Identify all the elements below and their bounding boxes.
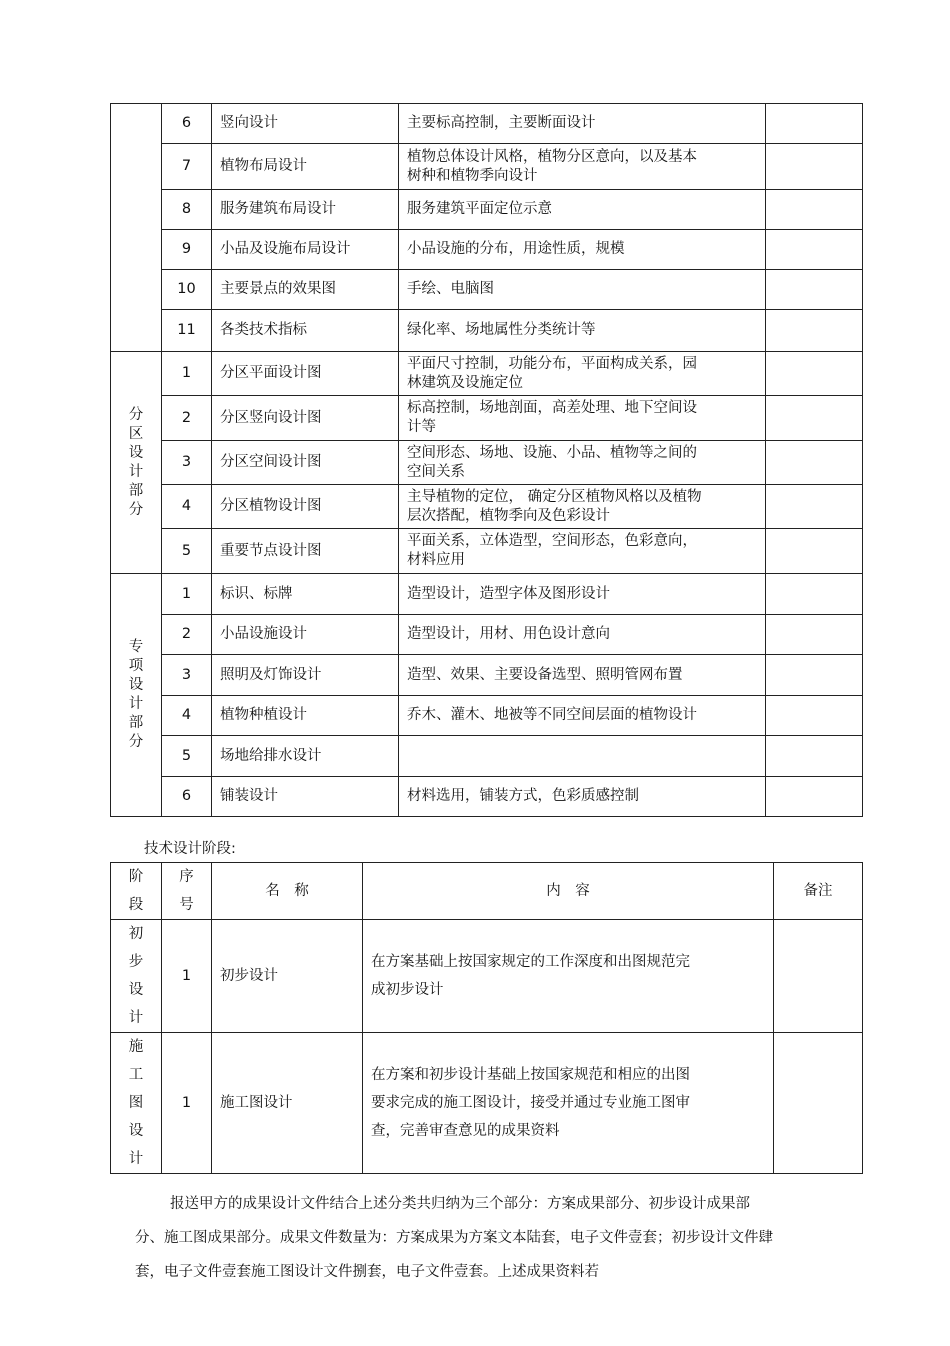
seq-cell: 11: [162, 310, 212, 352]
stage-cell: [111, 104, 162, 352]
content-line: 主导植物的定位， 确定分区植物风格以及植物: [407, 488, 702, 505]
table-row: [111, 144, 863, 190]
content-line: 空间形态、场地、设施、小品、植物等之间的: [407, 444, 697, 461]
seq-cell: 6: [162, 104, 212, 144]
content-cell: [399, 655, 766, 696]
table-row: [111, 1033, 863, 1174]
note-cell: [766, 144, 863, 190]
content-cell: [363, 1033, 774, 1174]
stage-char: 施: [128, 1039, 144, 1055]
content-cell: [399, 230, 766, 270]
content-cell: [399, 270, 766, 310]
name-cell: 植物种植设计: [212, 696, 399, 736]
table-row: [111, 190, 863, 230]
stage-char: 计: [128, 696, 144, 712]
seq-cell: 2: [162, 615, 212, 655]
stage-char: 项: [128, 658, 144, 674]
note-cell: [766, 104, 863, 144]
name-cell: 分区竖向设计图: [212, 396, 399, 441]
content-line: 平面关系，立体造型，空间形态，色彩意向，: [407, 533, 697, 549]
note-cell: [766, 696, 863, 736]
name-cell: 铺装设计: [212, 777, 399, 817]
name-cell: 场地给排水设计: [212, 736, 399, 777]
name-cell: 重要节点设计图: [212, 529, 399, 574]
seq-cell: 1: [162, 1033, 212, 1174]
name-cell: 竖向设计: [212, 104, 399, 144]
stage-char: 计: [128, 463, 144, 480]
note-cell: [766, 352, 863, 396]
note-cell: [766, 736, 863, 777]
stage-char: 分: [128, 406, 144, 423]
content-line: 平面尺寸控制，功能分布，平面构成关系，园: [407, 355, 697, 372]
content-cell: [399, 441, 766, 485]
note-cell: [766, 441, 863, 485]
seq-cell: 1: [162, 574, 212, 615]
stage-char: 专: [128, 639, 144, 655]
name-cell: 小品设施设计: [212, 615, 399, 655]
seq-cell: 7: [162, 144, 212, 190]
content-line: 小品设施的分布，用途性质，规模: [407, 241, 625, 257]
header-char: 序: [179, 869, 194, 885]
seq-cell: 4: [162, 485, 212, 529]
table-row: [111, 230, 863, 270]
name-cell: 施工图设计: [212, 1033, 363, 1174]
stage-char: 部: [128, 482, 144, 499]
header-stage: [111, 863, 162, 920]
table-row: [111, 920, 863, 1033]
note-cell: [766, 270, 863, 310]
name-cell: 初步设计: [212, 920, 363, 1033]
note-cell: [766, 190, 863, 230]
stage-char: 工: [128, 1067, 144, 1083]
section-label: 技术设计阶段:: [144, 841, 236, 857]
content-line: 乔木、灌木、地被等不同空间层面的植物设计: [407, 707, 697, 723]
table-row: [111, 696, 863, 736]
note-cell: [766, 529, 863, 574]
seq-cell: 4: [162, 696, 212, 736]
seq-cell: 2: [162, 396, 212, 441]
content-line: 造型设计，用材、用色设计意向: [407, 626, 610, 642]
note-cell: [766, 310, 863, 352]
content-cell: [399, 615, 766, 655]
content-line: 标高控制，场地剖面，高差处理、地下空间设: [407, 400, 697, 416]
content-cell: [399, 696, 766, 736]
content-line: 层次搭配，植物季向及色彩设计: [407, 507, 610, 524]
content-cell: [399, 777, 766, 817]
seq-cell: 1: [162, 352, 212, 396]
content-cell: [363, 920, 774, 1033]
content-cell: [399, 529, 766, 574]
table-row: [111, 574, 863, 615]
content-line: 在方案基础上按国家规定的工作深度和出图规范完: [371, 954, 690, 970]
note-cell: [774, 920, 863, 1033]
content-cell: [399, 144, 766, 190]
content-line: 绿化率、场地属性分类统计等: [407, 322, 596, 338]
name-cell: 标识、标牌: [212, 574, 399, 615]
note-cell: [766, 485, 863, 529]
content-cell: [399, 485, 766, 529]
seq-cell: 10: [162, 270, 212, 310]
stage-char: 图: [128, 1095, 144, 1111]
table-row: [111, 777, 863, 817]
table-row: [111, 655, 863, 696]
header-char: 阶: [128, 869, 144, 885]
table-row: [111, 396, 863, 441]
name-cell: 分区空间设计图: [212, 441, 399, 485]
header-note: 备注: [774, 863, 863, 920]
table-row: [111, 441, 863, 485]
note-cell: [766, 655, 863, 696]
content-line: 服务建筑平面定位示意: [407, 201, 552, 217]
note-cell: [766, 396, 863, 441]
note-cell: [766, 777, 863, 817]
technical-design-table: [110, 862, 863, 1174]
content-cell: [399, 574, 766, 615]
seq-cell: 6: [162, 777, 212, 817]
header-seq: [162, 863, 212, 920]
content-line: 造型设计，造型字体及图形设计: [407, 585, 610, 602]
table-row: [111, 310, 863, 352]
content-cell: [399, 310, 766, 352]
content-line: 林建筑及设施定位: [407, 374, 523, 391]
name-cell: 各类技术指标: [212, 310, 399, 352]
seq-cell: 3: [162, 655, 212, 696]
table-row: [111, 736, 863, 777]
seq-cell: 3: [162, 441, 212, 485]
stage-char: 区: [128, 425, 144, 442]
name-cell: 分区平面设计图: [212, 352, 399, 396]
stage-char: 计: [128, 1010, 144, 1026]
design-content-table: [110, 103, 863, 817]
content-cell: [399, 190, 766, 230]
content-line: 空间关系: [407, 463, 465, 480]
note-cell: [766, 230, 863, 270]
name-cell: 照明及灯饰设计: [212, 655, 399, 696]
content-line: 植物总体设计风格，植物分区意向，以及基本: [407, 148, 697, 165]
header-content: 内 容: [363, 863, 774, 920]
seq-cell: 1: [162, 920, 212, 1033]
table-row: [111, 270, 863, 310]
name-cell: 服务建筑布局设计: [212, 190, 399, 230]
content-cell: [399, 352, 766, 396]
stage-char: 部: [128, 715, 144, 731]
stage-char: 计: [128, 1151, 144, 1167]
stage-char: 设: [128, 1123, 144, 1139]
content-line: 查，完善审查意见的成果资料: [371, 1123, 560, 1139]
name-cell: 主要景点的效果图: [212, 270, 399, 310]
table-row: [111, 615, 863, 655]
content-line: 要求完成的施工图设计，接受并通过专业施工图审: [371, 1095, 690, 1111]
stage-char: 设: [128, 677, 144, 693]
stage-char: 分: [128, 501, 144, 518]
body-paragraph: 报送甲方的成果设计文件结合上述分类共归纳为三个部分：方案成果部分、初步设计成果部分、施工图成果部分。成果文件数量为：方案成果为方案文本陆套，电子文件壹套；初步设计文件肆套，电子文件壹套施工图设计文件捌套，电子文件壹套。上述成果资料若: [135, 1196, 773, 1280]
content-line: 成初步设计: [371, 982, 444, 998]
name-cell: 小品及设施布局设计: [212, 230, 399, 270]
note-cell: [766, 615, 863, 655]
header-name: 名 称: [212, 863, 363, 920]
stage-cell: [111, 1033, 162, 1174]
content-line: 在方案和初步设计基础上按国家规范和相应的出图: [371, 1067, 690, 1083]
content-line: 树种和植物季向设计: [407, 167, 538, 184]
content-cell: [399, 736, 766, 777]
content-cell: [399, 104, 766, 144]
stage-char: 步: [128, 954, 144, 970]
stage-char: 分: [128, 734, 144, 750]
content-cell: [399, 396, 766, 441]
table-row: [111, 485, 863, 529]
table-row: [111, 529, 863, 574]
content-line: 计等: [407, 419, 436, 435]
stage-cell: [111, 352, 162, 574]
content-line: 材料选用，铺装方式，色彩质感控制: [407, 788, 639, 804]
content-line: 手绘、电脑图: [407, 281, 494, 297]
header-row: [111, 863, 863, 920]
table-row: [111, 104, 863, 144]
seq-cell: 5: [162, 736, 212, 777]
stage-char: 初: [128, 926, 144, 942]
name-cell: 植物布局设计: [212, 144, 399, 190]
note-cell: [774, 1033, 863, 1174]
table-row: [111, 352, 863, 396]
name-cell: 分区植物设计图: [212, 485, 399, 529]
content-line: 材料应用: [407, 552, 465, 568]
stage-char: 设: [128, 444, 144, 461]
header-char: 号: [179, 897, 194, 913]
stage-char: 设: [128, 982, 144, 998]
header-char: 段: [128, 897, 144, 913]
stage-cell: [111, 574, 162, 817]
seq-cell: 5: [162, 529, 212, 574]
content-line: 造型、效果、主要设备选型、照明管网布置: [407, 666, 683, 683]
seq-cell: 9: [162, 230, 212, 270]
seq-cell: 8: [162, 190, 212, 230]
note-cell: [766, 574, 863, 615]
stage-cell: [111, 920, 162, 1033]
content-line: 主要标高控制，主要断面设计: [407, 115, 596, 131]
